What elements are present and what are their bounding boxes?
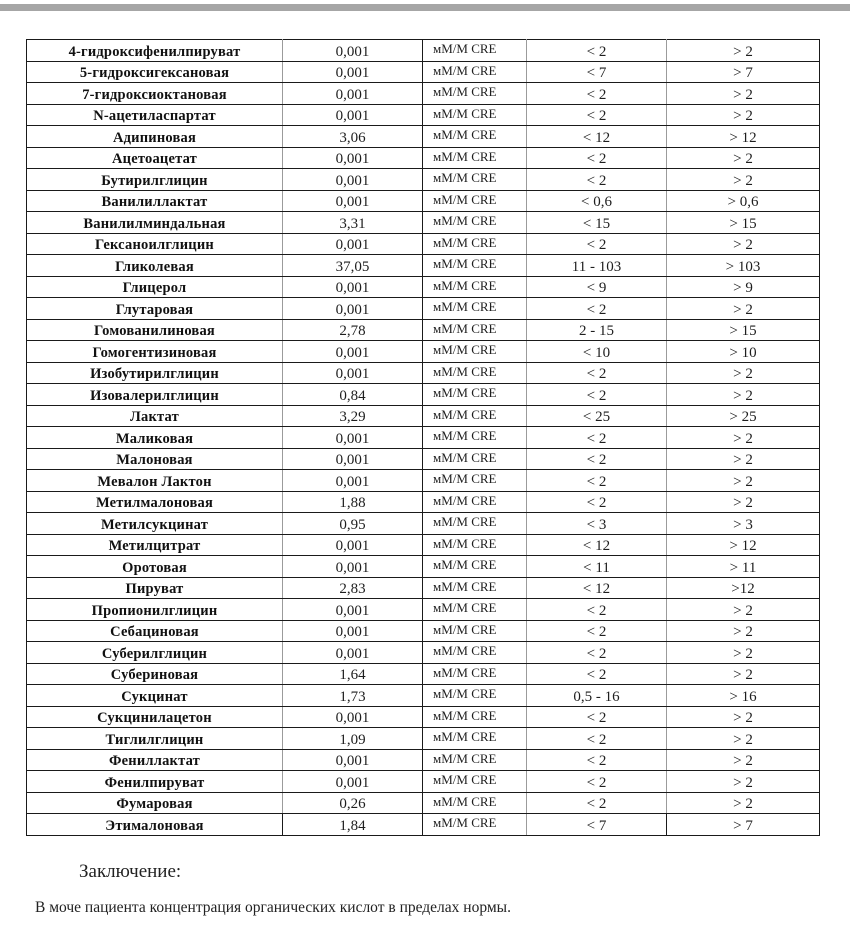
table-row (27, 384, 820, 406)
unit-cell: мМ/M CRE (423, 276, 527, 298)
page-divider-bar (0, 4, 850, 11)
elevated-threshold-cell: > 9 (667, 276, 820, 298)
unit-cell: мМ/M CRE (423, 61, 527, 83)
table-row (27, 491, 820, 513)
elevated-threshold-cell: > 2 (667, 362, 820, 384)
elevated-threshold-cell: > 12 (667, 126, 820, 148)
reference-range-cell: < 12 (527, 126, 667, 148)
results-table-body (27, 40, 820, 836)
elevated-threshold-cell: > 12 (667, 534, 820, 556)
reference-range-cell: < 2 (527, 470, 667, 492)
table-row (27, 233, 820, 255)
result-value-cell: 0,001 (283, 233, 423, 255)
elevated-threshold-cell: > 2 (667, 642, 820, 664)
table-row (27, 190, 820, 212)
result-value-cell: 1,64 (283, 663, 423, 685)
unit-cell: мМ/M CRE (423, 384, 527, 406)
elevated-threshold-cell: > 2 (667, 233, 820, 255)
reference-range-cell: < 2 (527, 792, 667, 814)
result-value-cell: 0,001 (283, 362, 423, 384)
reference-range-cell: < 2 (527, 362, 667, 384)
result-value-cell: 0,84 (283, 384, 423, 406)
analyte-name-cell: Гексаноилглицин (27, 233, 283, 255)
analyte-name-cell: Пропионилглицин (27, 599, 283, 621)
reference-range-cell: < 2 (527, 706, 667, 728)
reference-range-cell: < 11 (527, 556, 667, 578)
analyte-name-cell: Фумаровая (27, 792, 283, 814)
unit-cell: мМ/M CRE (423, 749, 527, 771)
result-value-cell: 0,001 (283, 556, 423, 578)
elevated-threshold-cell: > 2 (667, 40, 820, 62)
reference-range-cell: < 2 (527, 147, 667, 169)
analyte-name-cell: Малоновая (27, 448, 283, 470)
reference-range-cell: 0,5 - 16 (527, 685, 667, 707)
result-value-cell: 1,84 (283, 814, 423, 836)
reference-range-cell: < 2 (527, 40, 667, 62)
elevated-threshold-cell: > 2 (667, 448, 820, 470)
table-row (27, 792, 820, 814)
unit-cell: мМ/M CRE (423, 362, 527, 384)
reference-range-cell: 2 - 15 (527, 319, 667, 341)
table-row (27, 255, 820, 277)
table-row (27, 40, 820, 62)
result-value-cell: 0,001 (283, 599, 423, 621)
reference-range-cell: < 2 (527, 642, 667, 664)
result-value-cell: 37,05 (283, 255, 423, 277)
analyte-name-cell: Пируват (27, 577, 283, 599)
result-value-cell: 0,001 (283, 276, 423, 298)
elevated-threshold-cell: > 2 (667, 599, 820, 621)
unit-cell: мМ/M CRE (423, 147, 527, 169)
reference-range-cell: < 2 (527, 427, 667, 449)
analyte-name-cell: Глутаровая (27, 298, 283, 320)
unit-cell: мМ/M CRE (423, 341, 527, 363)
elevated-threshold-cell: > 2 (667, 663, 820, 685)
result-value-cell: 0,001 (283, 190, 423, 212)
unit-cell: мМ/M CRE (423, 663, 527, 685)
reference-range-cell: < 10 (527, 341, 667, 363)
result-value-cell: 1,73 (283, 685, 423, 707)
analyte-name-cell: Себациновая (27, 620, 283, 642)
elevated-threshold-cell: > 2 (667, 771, 820, 793)
elevated-threshold-cell: > 2 (667, 384, 820, 406)
table-row (27, 169, 820, 191)
reference-range-cell: < 2 (527, 83, 667, 105)
elevated-threshold-cell: > 2 (667, 470, 820, 492)
analyte-name-cell: Фениллактат (27, 749, 283, 771)
unit-cell: мМ/M CRE (423, 212, 527, 234)
table-row (27, 405, 820, 427)
elevated-threshold-cell: > 7 (667, 61, 820, 83)
analyte-name-cell: Ацетоацетат (27, 147, 283, 169)
elevated-threshold-cell: > 2 (667, 706, 820, 728)
result-value-cell: 0,001 (283, 147, 423, 169)
unit-cell: мМ/M CRE (423, 40, 527, 62)
result-value-cell: 0,001 (283, 104, 423, 126)
unit-cell: мМ/M CRE (423, 620, 527, 642)
reference-range-cell: < 2 (527, 491, 667, 513)
table-row (27, 319, 820, 341)
analyte-name-cell: Тиглилглицин (27, 728, 283, 750)
unit-cell: мМ/M CRE (423, 642, 527, 664)
elevated-threshold-cell: >12 (667, 577, 820, 599)
elevated-threshold-cell: > 25 (667, 405, 820, 427)
reference-range-cell: 11 - 103 (527, 255, 667, 277)
reference-range-cell: < 2 (527, 771, 667, 793)
unit-cell: мМ/M CRE (423, 556, 527, 578)
result-value-cell: 0,001 (283, 61, 423, 83)
analyte-name-cell: Сукцинат (27, 685, 283, 707)
unit-cell: мМ/M CRE (423, 771, 527, 793)
result-value-cell: 3,29 (283, 405, 423, 427)
elevated-threshold-cell: > 10 (667, 341, 820, 363)
unit-cell: мМ/M CRE (423, 126, 527, 148)
unit-cell: мМ/M CRE (423, 792, 527, 814)
table-row (27, 556, 820, 578)
unit-cell: мМ/M CRE (423, 534, 527, 556)
elevated-threshold-cell: > 3 (667, 513, 820, 535)
analyte-name-cell: Глицерол (27, 276, 283, 298)
unit-cell: мМ/M CRE (423, 427, 527, 449)
analyte-name-cell: Ванилилминдальная (27, 212, 283, 234)
analyte-name-cell: Субериновая (27, 663, 283, 685)
reference-range-cell: < 25 (527, 405, 667, 427)
table-row (27, 427, 820, 449)
unit-cell: мМ/M CRE (423, 577, 527, 599)
table-row (27, 620, 820, 642)
reference-range-cell: < 7 (527, 814, 667, 836)
table-row (27, 470, 820, 492)
table-row (27, 685, 820, 707)
unit-cell: мМ/M CRE (423, 190, 527, 212)
table-row (27, 728, 820, 750)
result-value-cell: 0,001 (283, 620, 423, 642)
analyte-name-cell: Изобутирилглицин (27, 362, 283, 384)
conclusion-text: В моче пациента концентрация органических кислот в пределах нормы. (35, 899, 511, 916)
result-value-cell: 0,001 (283, 298, 423, 320)
unit-cell: мМ/M CRE (423, 814, 527, 836)
reference-range-cell: < 12 (527, 534, 667, 556)
result-value-cell: 3,06 (283, 126, 423, 148)
table-row (27, 83, 820, 105)
unit-cell: мМ/M CRE (423, 470, 527, 492)
analyte-name-cell: Этималоновая (27, 814, 283, 836)
unit-cell: мМ/M CRE (423, 448, 527, 470)
unit-cell: мМ/M CRE (423, 685, 527, 707)
reference-range-cell: < 2 (527, 169, 667, 191)
analyte-name-cell: Адипиновая (27, 126, 283, 148)
analyte-name-cell: Метилцитрат (27, 534, 283, 556)
reference-range-cell: < 0,6 (527, 190, 667, 212)
table-row (27, 104, 820, 126)
elevated-threshold-cell: > 2 (667, 104, 820, 126)
unit-cell: мМ/M CRE (423, 599, 527, 621)
elevated-threshold-cell: > 103 (667, 255, 820, 277)
result-value-cell: 0,001 (283, 534, 423, 556)
unit-cell: мМ/M CRE (423, 104, 527, 126)
elevated-threshold-cell: > 2 (667, 169, 820, 191)
table-row (27, 706, 820, 728)
result-value-cell: 0,001 (283, 642, 423, 664)
table-row (27, 212, 820, 234)
elevated-threshold-cell: > 2 (667, 620, 820, 642)
table-row (27, 577, 820, 599)
table-row (27, 814, 820, 836)
analyte-name-cell: Бутирилглицин (27, 169, 283, 191)
analyte-name-cell: N-ацетиласпартат (27, 104, 283, 126)
reference-range-cell: < 3 (527, 513, 667, 535)
analyte-name-cell: Суберилглицин (27, 642, 283, 664)
elevated-threshold-cell: > 2 (667, 298, 820, 320)
analyte-name-cell: 5-гидроксигексановая (27, 61, 283, 83)
analyte-name-cell: Метилсукцинат (27, 513, 283, 535)
analyte-name-cell: Лактат (27, 405, 283, 427)
elevated-threshold-cell: > 0,6 (667, 190, 820, 212)
result-value-cell: 2,83 (283, 577, 423, 599)
table-row (27, 341, 820, 363)
result-value-cell: 0,001 (283, 771, 423, 793)
conclusion-heading: Заключение: (79, 861, 182, 882)
result-value-cell: 1,88 (283, 491, 423, 513)
unit-cell: мМ/M CRE (423, 169, 527, 191)
elevated-threshold-cell: > 2 (667, 728, 820, 750)
unit-cell: мМ/M CRE (423, 405, 527, 427)
table-row (27, 771, 820, 793)
reference-range-cell: < 2 (527, 298, 667, 320)
elevated-threshold-cell: > 11 (667, 556, 820, 578)
result-value-cell: 0,001 (283, 427, 423, 449)
result-value-cell: 0,95 (283, 513, 423, 535)
reference-range-cell: < 2 (527, 448, 667, 470)
reference-range-cell: < 9 (527, 276, 667, 298)
elevated-threshold-cell: > 15 (667, 319, 820, 341)
analyte-name-cell: Ванилиллактат (27, 190, 283, 212)
elevated-threshold-cell: > 2 (667, 83, 820, 105)
reference-range-cell: < 2 (527, 728, 667, 750)
result-value-cell: 0,001 (283, 169, 423, 191)
analyte-name-cell: Гомогентизиновая (27, 341, 283, 363)
result-value-cell: 0,26 (283, 792, 423, 814)
reference-range-cell: < 15 (527, 212, 667, 234)
reference-range-cell: < 7 (527, 61, 667, 83)
result-value-cell: 0,001 (283, 706, 423, 728)
unit-cell: мМ/M CRE (423, 233, 527, 255)
unit-cell: мМ/M CRE (423, 491, 527, 513)
table-row (27, 298, 820, 320)
elevated-threshold-cell: > 2 (667, 427, 820, 449)
table-row (27, 147, 820, 169)
unit-cell: мМ/M CRE (423, 298, 527, 320)
table-row (27, 663, 820, 685)
table-row (27, 642, 820, 664)
analyte-name-cell: Мевалон Лактон (27, 470, 283, 492)
elevated-threshold-cell: > 15 (667, 212, 820, 234)
reference-range-cell: < 2 (527, 620, 667, 642)
elevated-threshold-cell: > 16 (667, 685, 820, 707)
result-value-cell: 2,78 (283, 319, 423, 341)
reference-range-cell: < 2 (527, 104, 667, 126)
unit-cell: мМ/M CRE (423, 706, 527, 728)
reference-range-cell: < 2 (527, 749, 667, 771)
analyte-name-cell: Гомованилиновая (27, 319, 283, 341)
unit-cell: мМ/M CRE (423, 728, 527, 750)
analyte-name-cell: Оротовая (27, 556, 283, 578)
result-value-cell: 0,001 (283, 40, 423, 62)
elevated-threshold-cell: > 2 (667, 749, 820, 771)
elevated-threshold-cell: > 2 (667, 491, 820, 513)
result-value-cell: 0,001 (283, 470, 423, 492)
analyte-name-cell: 7-гидроксиоктановая (27, 83, 283, 105)
table-row (27, 749, 820, 771)
result-value-cell: 0,001 (283, 749, 423, 771)
reference-range-cell: < 2 (527, 663, 667, 685)
unit-cell: мМ/M CRE (423, 319, 527, 341)
reference-range-cell: < 2 (527, 599, 667, 621)
unit-cell: мМ/M CRE (423, 83, 527, 105)
table-row (27, 448, 820, 470)
table-row (27, 362, 820, 384)
table-row (27, 61, 820, 83)
elevated-threshold-cell: > 2 (667, 147, 820, 169)
result-value-cell: 3,31 (283, 212, 423, 234)
unit-cell: мМ/M CRE (423, 255, 527, 277)
analyte-name-cell: Гликолевая (27, 255, 283, 277)
reference-range-cell: < 2 (527, 384, 667, 406)
analyte-name-cell: Изовалерилглицин (27, 384, 283, 406)
organic-acids-results-table (26, 39, 820, 836)
result-value-cell: 0,001 (283, 341, 423, 363)
reference-range-cell: < 12 (527, 577, 667, 599)
reference-range-cell: < 2 (527, 233, 667, 255)
table-row (27, 534, 820, 556)
table-row (27, 599, 820, 621)
result-value-cell: 0,001 (283, 448, 423, 470)
table-row (27, 126, 820, 148)
table-row (27, 513, 820, 535)
result-value-cell: 1,09 (283, 728, 423, 750)
result-value-cell: 0,001 (283, 83, 423, 105)
table-row (27, 276, 820, 298)
analyte-name-cell: Маликовая (27, 427, 283, 449)
elevated-threshold-cell: > 2 (667, 792, 820, 814)
elevated-threshold-cell: > 7 (667, 814, 820, 836)
unit-cell: мМ/M CRE (423, 513, 527, 535)
analyte-name-cell: Сукцинилацетон (27, 706, 283, 728)
analyte-name-cell: 4-гидроксифенилпируват (27, 40, 283, 62)
analyte-name-cell: Фенилпируват (27, 771, 283, 793)
analyte-name-cell: Метилмалоновая (27, 491, 283, 513)
